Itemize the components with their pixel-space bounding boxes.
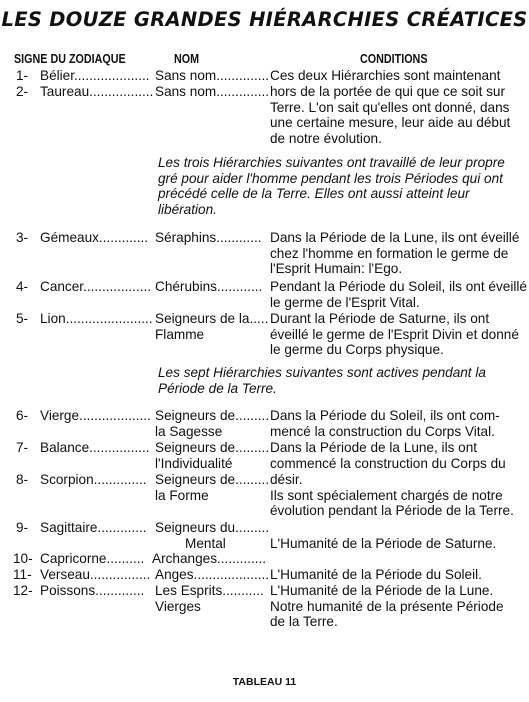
zodiac-sign: Poissons.............: [40, 583, 145, 598]
row-number: 10-: [13, 551, 33, 566]
zodiac-sign: Verseau................: [40, 567, 151, 582]
conditions-text: [270, 567, 525, 583]
section-intro: [158, 365, 524, 396]
conditions-text: [270, 583, 525, 630]
conditions-line: mencé la construction du Corps Vital.: [270, 423, 495, 439]
zodiac-sign: Taureau.................: [40, 84, 154, 99]
intro-line: Les trois Hiérarchies suivantes ont travaillé de leur propre: [158, 155, 505, 170]
hierarchy-name-continued: la Forme: [155, 488, 209, 503]
conditions-text: [270, 408, 525, 439]
hierarchy-name: Seigneurs du.........: [155, 520, 270, 535]
conditions-line: Pendant la Période du Soleil, ils ont éveillé: [270, 279, 527, 294]
conditions-line: Durant la Période de Saturne, ils ont: [270, 311, 490, 326]
hierarchy-name-continued: Flamme: [155, 327, 205, 342]
hierarchy-name: Sans nom..............: [155, 68, 270, 83]
hierarchy-name: Chérubins............: [155, 279, 263, 294]
zodiac-sign: Cancer..................: [40, 279, 152, 294]
conditions-line: une certaine mesure, leur aide au début: [270, 115, 511, 130]
row-number: 6-: [16, 408, 29, 423]
zodiac-sign: Lion.......................: [40, 311, 153, 326]
conditions-line: désir.: [270, 472, 303, 487]
hierarchy-name: Séraphins............: [155, 230, 262, 245]
conditions-line: Dans la Période de la Lune, ils ont: [270, 440, 478, 455]
zodiac-sign: Vierge...................: [40, 408, 151, 423]
zodiac-sign: Sagittaire.............: [40, 520, 147, 535]
intro-line: libération.: [158, 201, 217, 217]
hierarchy-name-continued: l'Individualité: [155, 456, 233, 471]
conditions-line: Dans la Période de la Lune, ils ont éveillé: [270, 230, 520, 245]
hierarchy-name: Seigneurs de.........: [155, 408, 270, 423]
zodiac-sign: Bélier....................: [40, 68, 150, 83]
conditions-line: Ils sont spécialement chargés de notre: [270, 487, 503, 503]
page-title: LES DOUZE GRANDES HIÉRARCHIES CRÉATICES: [1, 8, 528, 31]
row-number: 1-: [16, 68, 29, 83]
row-number: 12-: [13, 583, 33, 598]
conditions-line: éveillé le germe de l'Esprit Divin et donné: [270, 326, 519, 342]
conditions-line: Terre. L'on sait qu'elles ont donné, dans: [270, 99, 510, 115]
conditions-line: Dans la Période du Soleil, ils ont com-: [270, 408, 500, 423]
conditions-text: [270, 84, 525, 146]
conditions-text: [270, 520, 525, 551]
conditions-line: [270, 520, 525, 536]
conditions-line: de la Terre.: [270, 614, 338, 629]
zodiac-sign: Capricorne..........: [40, 551, 145, 566]
row-number: 2-: [16, 84, 29, 99]
hierarchy-name: Seigneurs de.........: [155, 440, 270, 455]
intro-line: précédé celle de la Terre. Elles ont aussi atteint leur: [158, 186, 470, 201]
conditions-line: chez l'homme en formation le germe de: [270, 245, 509, 261]
section-intro: [158, 155, 524, 217]
zodiac-sign: Gémeaux.............: [40, 230, 149, 245]
conditions-text: [270, 311, 525, 358]
conditions-line: L'Humanité de la Période du Soleil.: [270, 567, 482, 582]
row-number: 9-: [16, 520, 29, 535]
conditions-line: de notre évolution.: [270, 130, 382, 146]
conditions-line: l'Esprit Humain: l'Ego.: [270, 261, 403, 276]
conditions-line: L'Humanité de la Période de Saturne.: [270, 535, 497, 551]
conditions-text: [270, 472, 525, 519]
table-caption: TABLEAU 11: [232, 676, 297, 688]
intro-line: Les sept Hiérarchies suivantes sont actives pendant la: [158, 365, 486, 380]
hierarchy-name: Archanges.............: [152, 551, 267, 566]
conditions-line: Ces deux Hiérarchies sont maintenant: [270, 68, 501, 83]
conditions-line: évolution pendant la Période de la Terre.: [270, 503, 514, 518]
zodiac-sign: Balance................: [40, 440, 150, 455]
hierarchy-name-continued: Mental: [185, 536, 226, 551]
row-number: 8-: [16, 472, 29, 487]
row-number: 7-: [16, 440, 29, 455]
hierarchy-name: Anges....................: [155, 567, 270, 582]
row-number: 11-: [13, 567, 32, 582]
conditions-text: [270, 68, 525, 84]
intro-line: Période de la Terre.: [158, 380, 277, 396]
conditions-text: [270, 440, 525, 471]
conditions-line: Notre humanité de la présente Période: [270, 598, 504, 614]
header-nom: NOM: [174, 52, 200, 66]
intro-line: gré pour aider l'homme pendant les trois Périodes qui ont: [158, 170, 503, 186]
hierarchy-name: Seigneurs de.........: [155, 472, 270, 487]
header-conditions: CONDITIONS: [360, 52, 428, 66]
row-number: 5-: [16, 311, 29, 326]
hierarchy-name: Seigneurs de la.....: [155, 311, 269, 326]
hierarchy-name-continued: la Sagesse: [155, 424, 223, 439]
row-number: 3-: [16, 230, 29, 245]
conditions-line: L'Humanité de la Période de la Lune.: [270, 583, 494, 598]
conditions-line: le germe du Corps physique.: [270, 342, 444, 357]
conditions-line: commencé la construction du Corps du: [270, 455, 506, 471]
conditions-line: le germe de l'Esprit Vital.: [270, 294, 420, 310]
conditions-text: [270, 279, 525, 310]
hierarchy-name: Sans nom..............: [155, 84, 270, 99]
conditions-line: hors de la portée de qui que ce soit sur: [270, 84, 506, 99]
hierarchy-name: Les Esprits...........: [155, 583, 264, 598]
hierarchy-name-continued: Vierges: [155, 599, 201, 614]
conditions-text: [270, 230, 525, 277]
zodiac-sign: Scorpion..............: [40, 472, 147, 487]
header-sign: SIGNE DU ZODIAQUE: [14, 52, 126, 66]
row-number: 4-: [16, 279, 29, 294]
